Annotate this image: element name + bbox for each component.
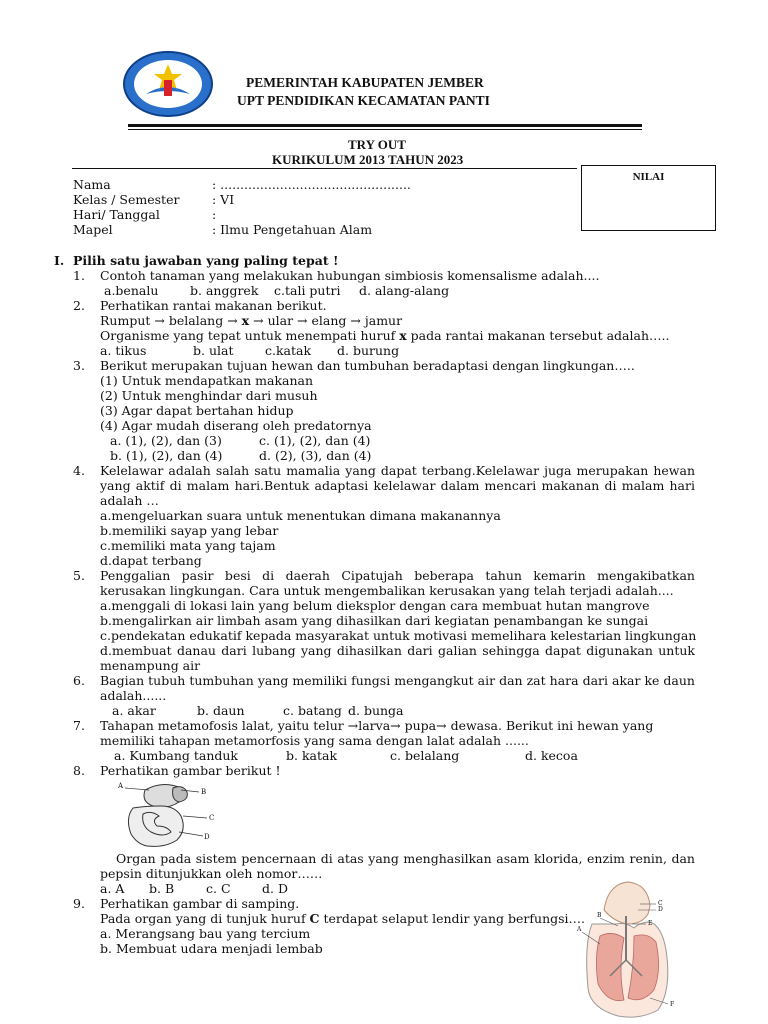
title-line-1: TRY OUT — [348, 137, 406, 152]
q6-number: 6. — [73, 673, 85, 688]
identity-mapel-label: Mapel — [73, 222, 113, 237]
q4-option-d[interactable]: d.dapat terbang — [100, 553, 202, 568]
figure-label-b: B — [597, 912, 602, 919]
figure-label-a: A — [118, 782, 124, 790]
identity-kelas-label: Kelas / Semester — [73, 192, 180, 207]
q8-option-c[interactable]: c. C — [206, 881, 231, 896]
arrow-icon: → — [253, 313, 264, 328]
q7-text: Tahapan metamofosis lalat, yaitu telur →larva→ pupa→ dewasa. Berikut ini hewan yang — [100, 718, 654, 733]
q1-option-b[interactable]: b. anggrek — [190, 283, 259, 298]
section-number: I. — [54, 253, 65, 268]
header-divider-thin — [128, 129, 642, 130]
q6-option-b[interactable]: b. daun — [197, 703, 245, 718]
arrow-icon: → — [154, 313, 165, 328]
q3-option-a[interactable]: a. (1), (2), dan (3) — [110, 433, 222, 448]
q6-option-d[interactable]: d. bunga — [348, 703, 404, 718]
tut-wuri-logo-icon — [122, 50, 214, 118]
q7-text-2: memiliki tahapan metamorfosis yang sama dengan lalat adalah ...... — [100, 733, 529, 748]
identity-nama-value[interactable]: : ................................................ — [212, 177, 411, 192]
q1-option-a[interactable]: a.benalu — [104, 283, 159, 298]
q5-option-a[interactable]: a.menggali di lokasi lain yang belum dieksplor dengan cara membuat hutan mangrove — [100, 598, 650, 613]
q7-option-c[interactable]: c. belalang — [390, 748, 460, 763]
q3-text: Berikut merupakan tujuan hewan dan tumbuhan beradaptasi dengan lingkungan….. — [100, 358, 635, 373]
q2-option-a[interactable]: a. tikus — [100, 343, 147, 358]
q1-option-d[interactable]: d. alang-alang — [359, 283, 450, 298]
arrow-icon: → — [436, 718, 447, 733]
q1-option-c[interactable]: c.tali putri — [274, 283, 341, 298]
section-title: Pilih satu jawaban yang paling tepat ! — [73, 253, 339, 268]
title-rule — [72, 168, 577, 169]
q8-option-d[interactable]: d. D — [262, 881, 288, 896]
identity-nama-label: Nama — [73, 177, 111, 192]
chain-belalang: belalang — [168, 313, 224, 328]
q5-option-c[interactable]: c.pendekatan edukatif kepada masyarakat untuk motivasi memelihara kelestarian lingkungan — [100, 628, 697, 643]
q8-text: Perhatikan gambar berikut ! — [100, 763, 281, 778]
score-box — [581, 165, 716, 231]
q5-text: Penggalian pasir besi di daerah Cipatujah beberapa tahun kemarin mengakibatkan kerusakan lingkungan. Cara untuk mengembalikan kerusakan yang telah terjadi adalah.... — [100, 568, 695, 598]
q3-item-2: (2) Untuk menghindar dari musuh — [100, 388, 318, 403]
q6-text: Bagian tubuh tumbuhan yang memiliki fungsi mengangkut air dan zat hara dari akar ke daun adalah...... — [100, 673, 695, 703]
identity-mapel-value: : Ilmu Pengetahuan Alam — [212, 222, 373, 237]
chain-rumput: Rumput — [100, 313, 151, 328]
title-line-2: KURIKULUM 2013 TAHUN 2023 — [272, 152, 464, 167]
figure-label-a: A — [577, 926, 582, 933]
logo — [122, 50, 214, 118]
q2-text-2: Organisme yang tepat untuk menempati huruf x pada rantai makanan tersebut adalah….. — [100, 328, 670, 343]
q8-text-2: Organ pada sistem pencernaan di atas yang menghasilkan asam klorida, enzim renin, dan pepsin ditunjukkan oleh nomor…… — [100, 851, 695, 881]
q9-text-2: Pada organ yang di tunjuk huruf C terdapat selaput lendir yang berfungsi…. — [100, 911, 586, 926]
header-line-1: PEMERINTAH KABUPATEN JEMBER — [246, 75, 484, 90]
chain-x: x — [241, 313, 250, 328]
figure-label-b: B — [201, 788, 207, 796]
q5-option-d[interactable]: d.membuat danau dari lubang yang dihasilkan dari galian sehingga dapat digunakan untuk menampung air — [100, 643, 695, 673]
respiratory-system-icon — [570, 880, 680, 1020]
q5-option-b[interactable]: b.mengalirkan air limbah asam yang dihasilkan dari kegiatan penambangan ke sungai — [100, 613, 649, 628]
q9-option-a[interactable]: a. Merangsang bau yang tercium — [100, 926, 311, 941]
figure-label-c: C — [658, 900, 663, 907]
q1-number: 1. — [73, 268, 85, 283]
q3-option-c[interactable]: c. (1), (2), dan (4) — [259, 433, 371, 448]
q4-option-a[interactable]: a.mengeluarkan suara untuk menentukan dimana makanannya — [100, 508, 501, 523]
identity-hari-label: Hari/ Tanggal — [73, 207, 160, 222]
q2-option-b[interactable]: b. ulat — [193, 343, 234, 358]
figure-label-c: C — [209, 814, 215, 822]
q3-item-3: (3) Agar dapat bertahan hidup — [100, 403, 294, 418]
header-divider — [128, 124, 642, 127]
q2-food-chain — [100, 313, 402, 328]
figure-label-e: E — [648, 920, 653, 927]
chain-elang: elang — [311, 313, 347, 328]
q3-option-d[interactable]: d. (2), (3), dan (4) — [259, 448, 372, 463]
arrow-icon: → — [347, 718, 359, 733]
q2-text: Perhatikan rantai makanan berikut. — [100, 298, 327, 313]
header-line-2: UPT PENDIDIKAN KECAMATAN PANTI — [237, 93, 490, 108]
q2-number: 2. — [73, 298, 85, 313]
q2-option-d[interactable]: d. burung — [337, 343, 400, 358]
q9-number: 9. — [73, 896, 85, 911]
q5-number: 5. — [73, 568, 85, 583]
figure-label-f: F — [670, 1001, 675, 1008]
q3-number: 3. — [73, 358, 85, 373]
arrow-icon: → — [227, 313, 238, 328]
arrow-icon: → — [297, 313, 308, 328]
q3-option-b[interactable]: b. (1), (2), dan (4) — [110, 448, 223, 463]
q7-number: 7. — [73, 718, 85, 733]
figure-label-d: D — [204, 833, 210, 841]
q3-item-1: (1) Untuk mendapatkan makanan — [100, 373, 314, 388]
identity-hari-value[interactable]: : — [212, 207, 217, 222]
identity-kelas-value: : VI — [212, 192, 235, 207]
chain-jamur: jamur — [364, 313, 403, 328]
q8-option-b[interactable]: b. B — [149, 881, 175, 896]
q8-number: 8. — [73, 763, 85, 778]
arrow-icon: → — [350, 313, 361, 328]
q4-option-b[interactable]: b.memiliki sayap yang lebar — [100, 523, 279, 538]
q7-option-b[interactable]: b. katak — [286, 748, 338, 763]
q6-option-c[interactable]: c. batang — [283, 703, 342, 718]
respiratory-system-figure — [570, 880, 680, 1020]
q2-option-c[interactable]: c.katak — [265, 343, 312, 358]
chain-ular: ular — [267, 313, 294, 328]
figure-label-d: D — [658, 906, 663, 913]
arrow-icon: → — [390, 718, 401, 733]
q3-item-4: (4) Agar mudah diserang oleh predatornya — [100, 418, 372, 433]
q7-option-d[interactable]: d. kecoa — [525, 748, 578, 763]
score-label: NILAI — [632, 171, 665, 183]
q4-text: Kelelawar adalah salah satu mamalia yang dapat terbang.Kelelawar juga merupakan hewan yang aktif di malam hari.Bentuk adaptasi kelelawar dalam mencari makanan di malam hari adalah … — [100, 463, 695, 508]
digestive-system-figure — [115, 776, 220, 848]
q9-text: Perhatikan gambar di samping. — [100, 896, 300, 911]
q7-option-a[interactable]: a. Kumbang tanduk — [114, 748, 238, 763]
q6-option-a[interactable]: a. akar — [112, 703, 156, 718]
q9-option-b[interactable]: b. Membuat udara menjadi lembab — [100, 941, 323, 956]
q4-option-c[interactable]: c.memiliki mata yang tajam — [100, 538, 276, 553]
q4-number: 4. — [73, 463, 85, 478]
q8-option-a[interactable]: a. A — [100, 881, 125, 896]
q1-text: Contoh tanaman yang melakukan hubungan simbiosis komensalisme adalah.... — [100, 268, 600, 283]
